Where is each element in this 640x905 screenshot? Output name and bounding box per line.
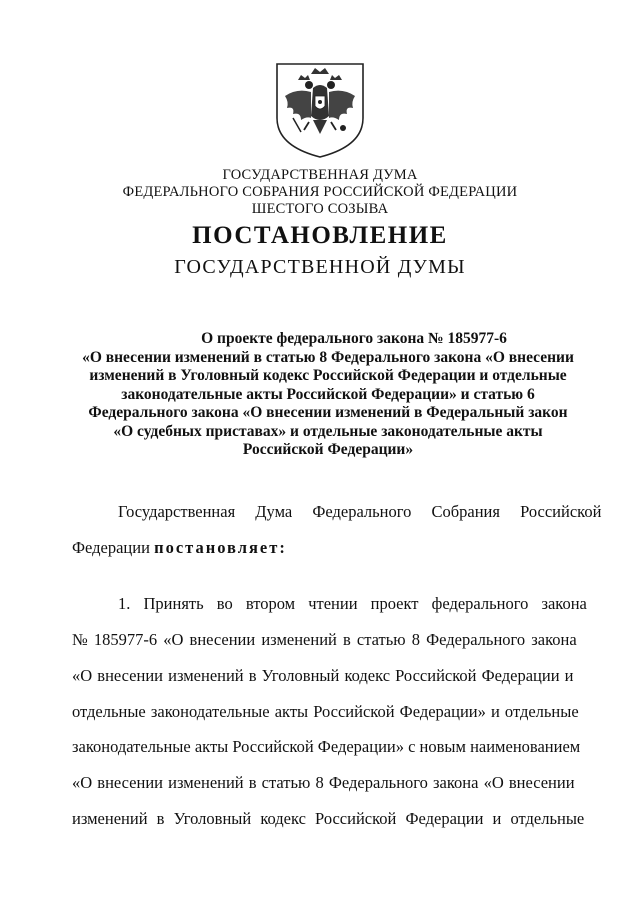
bill-title-line: «О судебных приставах» и отдельные законодательные акты: [113, 422, 543, 440]
coat-of-arms-emblem: [271, 60, 369, 160]
item1-line: «О внесении изменений в Уголовный кодекс Российской Федерации и: [72, 666, 574, 685]
bill-title-line: законодательные акты Российской Федерации» и статью 6: [121, 385, 535, 403]
preamble-text: Федерации: [72, 538, 155, 557]
resolution-verb: постановляет:: [154, 538, 287, 557]
bill-title: [78, 330, 578, 460]
item1-line: изменений в Уголовный кодекс Российской Федерации и отдельные: [72, 809, 585, 828]
preamble-line: Государственная Дума Федерального Собрания Российской: [118, 502, 602, 521]
preamble-line: [72, 538, 573, 558]
bill-title-line: Российской Федерации»: [242, 441, 414, 458]
item1-line: № 185977-6 «О внесении изменений в статью 8 Федерального закона: [72, 630, 577, 649]
item1-line: 1. Принять во втором чтении проект федерального закона: [118, 594, 587, 613]
header-convocation: ШЕСТОГО СОЗЫВА: [251, 201, 389, 217]
item1-line: отдельные законодательные акты Российской Федерации» и отдельные: [72, 702, 579, 721]
bill-title-line: изменений в Уголовный кодекс Российской Федерации и отдельные: [89, 367, 567, 384]
bill-title-line: О проекте федерального закона № 185977-6: [201, 330, 507, 347]
document-title: ПОСТАНОВЛЕНИЕ: [192, 222, 448, 249]
item1-line: законодательные акты Российской Федерации» с новым наименованием: [72, 737, 581, 756]
bill-title-line: Федерального закона «О внесении изменений в Федеральный закон: [88, 404, 568, 421]
header-duma: ГОСУДАРСТВЕННАЯ ДУМА: [222, 167, 418, 183]
item1-line: «О внесении изменений в статью 8 Федерального закона «О внесении: [72, 773, 575, 792]
bill-title-line: «О внесении изменений в статью 8 Федерального закона «О внесении: [82, 348, 574, 366]
document-subtitle: ГОСУДАРСТВЕННОЙ ДУМЫ: [174, 256, 466, 278]
header-federal-assembly: ФЕДЕРАЛЬНОГО СОБРАНИЯ РОССИЙСКОЙ ФЕДЕРАЦИИ: [122, 184, 518, 200]
